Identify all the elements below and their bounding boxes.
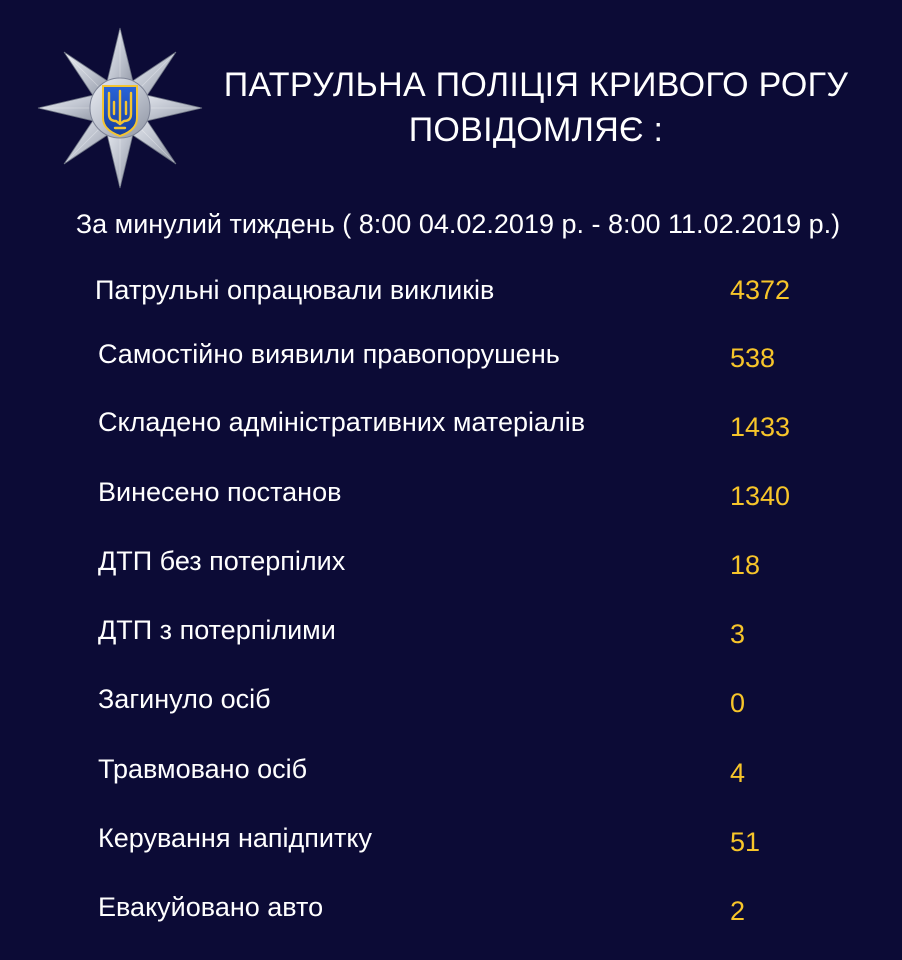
stat-value-accidents-injured: 3 [730,619,746,649]
stat-value-violations: 538 [730,343,776,373]
stat-label-admin-materials: Складено адміністративних матеріалів [98,407,586,437]
stat-label-accidents-no-injured: ДТП без потерпілих [98,546,346,576]
police-star-badge-trident-icon [36,27,204,189]
stat-label-calls: Патрульні опрацювали викликів [95,275,495,305]
stat-value-accidents-no-injured: 18 [730,550,761,580]
report-period: За минулий тиждень ( 8:00 04.02.2019 р. - 8:00 11.02.2019 р.) [75,209,841,239]
stat-value-injured: 4 [730,758,746,788]
stat-label-killed: Загинуло осіб [98,684,271,714]
stat-value-admin-materials: 1433 [730,412,791,442]
stat-label-towed-cars: Евакуйовано авто [98,892,324,922]
stat-value-calls: 4372 [730,275,791,305]
stat-value-towed-cars: 2 [730,896,746,926]
page-title-line1: ПАТРУЛЬНА ПОЛІЦІЯ КРИВОГО РОГУ [223,66,849,104]
stat-value-drunk-driving: 51 [730,827,761,857]
page-title-line2: ПОВІДОМЛЯЄ : [408,111,664,149]
stat-label-rulings: Винесено постанов [98,477,342,507]
stat-label-accidents-injured: ДТП з потерпілими [98,615,336,645]
stat-label-violations: Самостійно виявили правопорушень [98,339,560,369]
stat-value-killed: 0 [730,688,746,718]
stat-label-drunk-driving: Керування напідпитку [98,823,372,853]
stat-value-rulings: 1340 [730,481,791,511]
stat-label-injured: Травмовано осіб [98,754,308,784]
